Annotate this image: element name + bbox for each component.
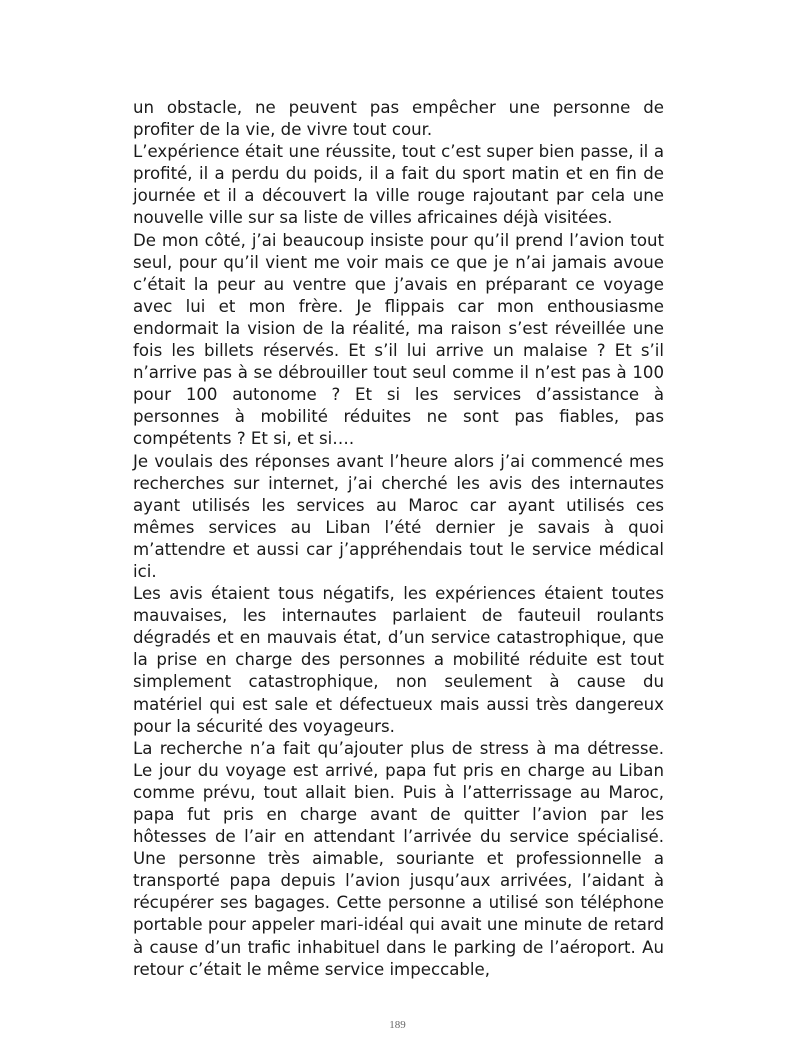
paragraph-5: Les avis étaient tous négatifs, les expériences étaient toutes mauvaises, les internautes parlaient de fauteuil roulants dégradés et en mauvais état, d’un service catastrophique, que la prise en charge des personnes a mobilité réduite est tout simplement catastrophique, non seulement à cause du matériel qui est sale et défectueux mais aussi très dangereux pour la sécurité des voyageurs. [133, 584, 664, 736]
paragraph-1: un obstacle, ne peuvent pas empêcher une personne de profiter de la vie, de vivre tout cour. [133, 98, 664, 140]
page-number: 189 [389, 1019, 406, 1031]
paragraph-3: De mon côté, j’ai beaucoup insiste pour qu’il prend l’avion tout seul, pour qu’il vient me voir mais ce que je n’ai jamais avoue c’était la peur au ventre que j’avais en préparant ce voyage avec lui et mon frère. Je flippais car mon enthousiasme endormait la vision de la réalité, ma raison s’est réveillée une fois les billets réservés. Et s’il lui arrive un malaise ? Et s’il n’arrive pas à se débrouiller tout seul comme il n’est pas à 100 pour 100 autonome ? Et si les services d’assistance à personnes à mobilité réduites ne sont pas fiables, pas compétents ? Et si, et si…. [133, 230, 664, 449]
paragraph-2: L’expérience était une réussite, tout c’est super bien passe, il a profité, il a perdu du poids, il a fait du sport matin et en fin de journée et il a découvert la ville rouge rajoutant par cela une nouvelle ville sur sa liste de villes africaines déjà visitées. [133, 142, 664, 228]
paragraph-6: La recherche n’a fait qu’ajouter plus de stress à ma détresse. Le jour du voyage est arrivé, papa fut pris en charge au Liban comme prévu, tout allait bien. Puis à l’atterrissage au Maroc, papa fut pris en charge avant de quitter l’avion par les hôtesses de l’air en attendant l’arrivée du service spécialisé. Une personne très aimable, souriante et professionnelle a transporté papa depuis l’avion jusqu’aux arrivées, l’aidant à récupérer ses bagages. Cette personne a utilisé son téléphone portable pour appeler mari-idéal qui avait une minute de retard à cause d’un trafic inhabituel dans le parking de l’aéroport. Au retour c’était le même service impeccable, [133, 738, 664, 979]
body-text [133, 97, 664, 981]
paragraph-4: Je voulais des réponses avant l’heure alors j’ai commencé mes recherches sur internet, j’ai cherché les avis des internautes ayant utilisés les services au Maroc car ayant utilisés ces mêmes services au Liban l’été dernier je savais à quoi m’attendre et aussi car j’appréhendais tout le service médical ici. [133, 451, 664, 581]
